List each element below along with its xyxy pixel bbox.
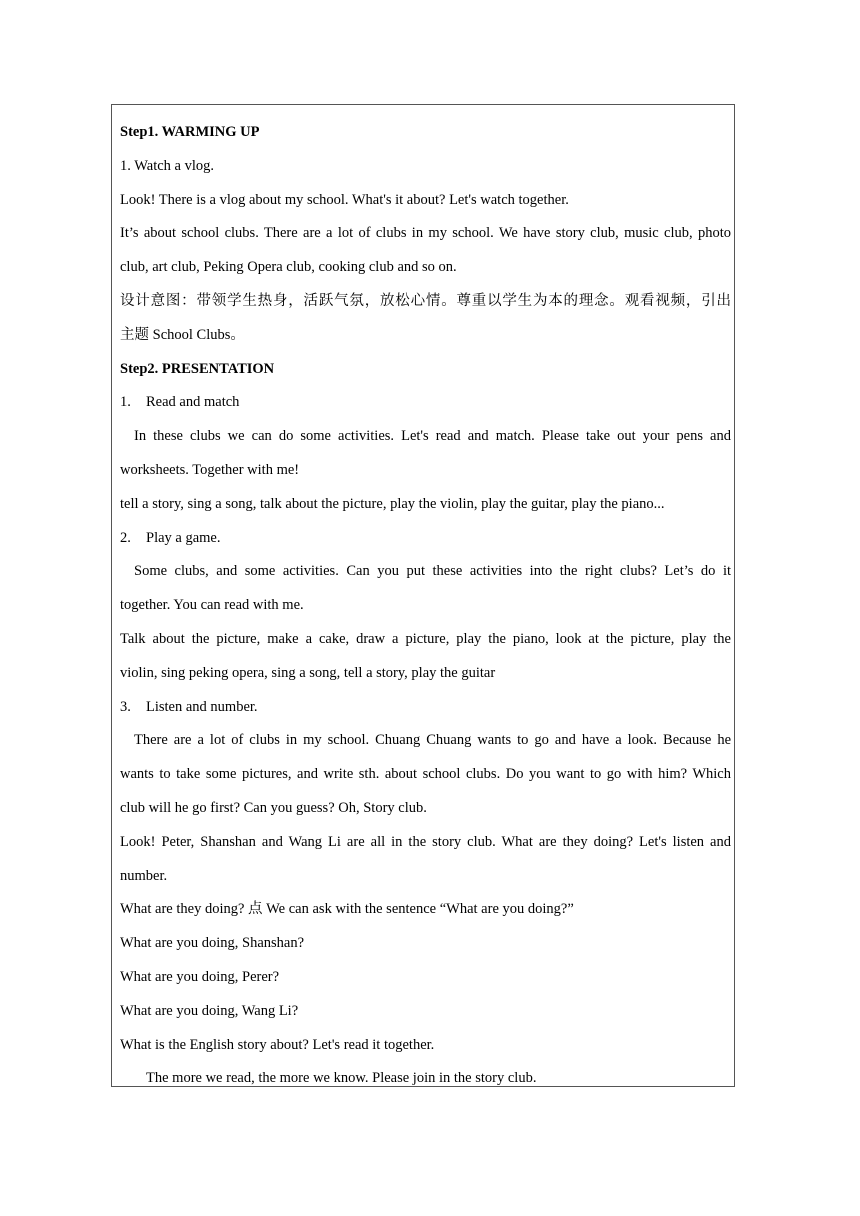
text-line: Look! There is a vlog about my school. What's it about? Let's watch together.: [120, 191, 569, 208]
text-line: wants to take some pictures, and write sth. about school clubs. Do you want to go with him? Which: [120, 766, 731, 783]
text-line: violin, sing peking opera, sing a song, tell a story, play the guitar: [120, 664, 496, 681]
step2-heading: Step2. PRESENTATION: [120, 360, 275, 377]
text-line: number.: [120, 867, 168, 884]
lesson-content: [120, 116, 731, 1096]
text-line: tell a story, sing a song, talk about the picture, play the violin, play the guitar, play the piano...: [120, 495, 665, 512]
text-line: What are they doing? 点 We can ask with the sentence “What are you doing?”: [120, 901, 574, 918]
numbered-item: [120, 386, 731, 420]
item-text: Listen and number.: [146, 698, 258, 715]
text-line: It’s about school clubs. There are a lot of clubs in my school. We have story club, music club, photo: [120, 225, 731, 242]
text-line: In these clubs we can do some activities. Let's read and match. Please take out your pens and: [134, 428, 731, 445]
text-line: club will he go first? Can you guess? Oh, Story club.: [120, 799, 427, 816]
text-line: What are you doing, Shanshan?: [120, 935, 305, 952]
text-line: What are you doing, Wang Li?: [120, 1002, 299, 1019]
lesson-plan-table: [111, 104, 735, 1087]
design-intent-line: 主题 School Clubs。: [120, 326, 245, 343]
text-line: worksheets. Together with me!: [120, 461, 300, 478]
text-line: Some clubs, and some activities. Can you put these activities into the right clubs? Let’s do it: [134, 563, 731, 580]
text-line: Look! Peter, Shanshan and Wang Li are all in the story club. What are they doing? Let's listen and: [120, 833, 731, 850]
text-line: together. You can read with me.: [120, 597, 304, 614]
numbered-item: [120, 691, 731, 725]
text-line: What is the English story about? Let's read it together.: [120, 1036, 435, 1053]
text-line: What are you doing, Perer?: [120, 968, 280, 985]
design-intent-line: 设计意图：带领学生热身，活跃气氛，放松心情。尊重以学生为本的理念。观看视频，引出: [120, 292, 731, 309]
text-line: There are a lot of clubs in my school. Chuang Chuang wants to go and have a look. Because he: [134, 732, 731, 749]
item-text: Read and match: [146, 394, 240, 411]
item-text: Play a game.: [146, 529, 221, 546]
text-line: club, art club, Peking Opera club, cooking club and so on.: [120, 259, 457, 276]
text-line: 1. Watch a vlog.: [120, 157, 215, 174]
item-number: 1.: [120, 394, 131, 411]
item-number: 3.: [120, 698, 131, 715]
item-number: 2.: [120, 529, 131, 546]
text-line: Talk about the picture, make a cake, draw a picture, play the piano, look at the picture, play the: [120, 630, 731, 647]
numbered-item: [120, 522, 731, 556]
step1-heading: Step1. WARMING UP: [120, 124, 260, 140]
text-line: The more we read, the more we know. Please join in the story club.: [146, 1070, 537, 1087]
